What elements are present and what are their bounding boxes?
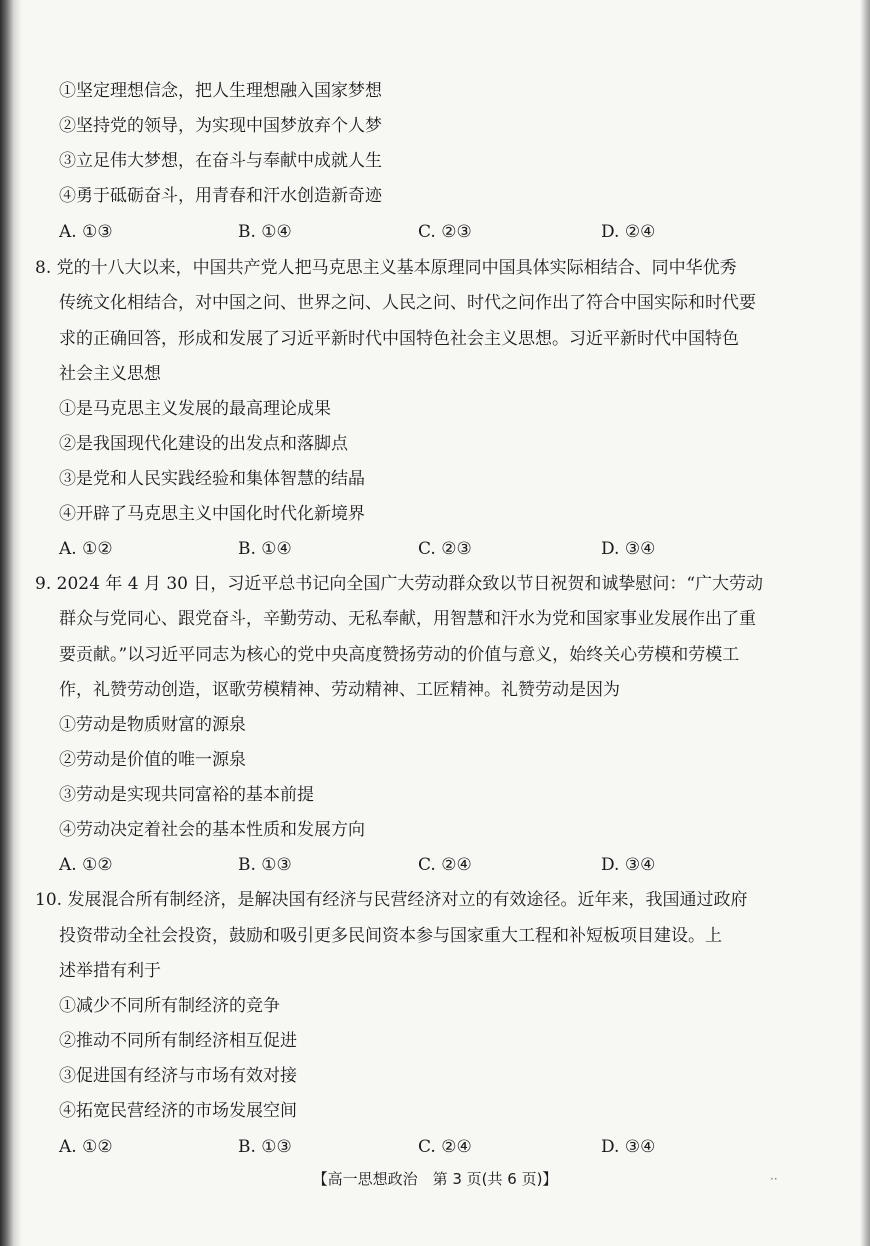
q8-option-1: ①是马克思主义发展的最高理论成果 [59,399,331,419]
q9-answer-b: B. ①③ [238,855,292,875]
q10-answer-c: C. ②④ [418,1137,472,1157]
q8-stem-line-2: 传统文化相结合，对中国之问、世界之问、人民之问、时代之问作出了符合中国实际和时代要 [59,293,756,313]
q8-option-3: ③是党和人民实践经验和集体智慧的结晶 [59,469,365,489]
q8-stem-line-1: 8. 党的十八大以来，中国共产党人把马克思主义基本原理同中国具体实际相结合、同中华优秀 [35,258,737,278]
q7-answer-d: D. ②④ [601,222,656,242]
q8-answer-b: B. ①④ [238,539,292,559]
q10-option-2: ②推动不同所有制经济相互促进 [59,1031,297,1051]
q7-option-4: ④勇于砥砺奋斗，用青春和汗水创造新奇迹 [59,186,382,206]
q10-stem-line-1: 10. 发展混合所有制经济，是解决国有经济与民营经济对立的有效途径。近年来，我国通过政府 [35,890,748,910]
page-footer: 【高一思想政治 第 3 页(共 6 页)】 [312,1170,558,1188]
q9-stem-line-2: 群众与党同心、跟党奋斗，辛勤劳动、无私奉献，用智慧和汗水为党和国家事业发展作出了重 [59,609,756,629]
q8-option-2: ②是我国现代化建设的出发点和落脚点 [59,434,348,454]
q8-answer-d: D. ③④ [601,539,656,559]
scan-right-edge [860,0,870,1246]
q9-stem-line-3: 要贡献。”以习近平同志为核心的党中央高度赞扬劳动的价值与意义，始终关心劳模和劳模工 [59,645,740,665]
q7-option-1: ①坚定理想信念，把人生理想融入国家梦想 [59,81,382,101]
q9-answer-a: A. ①② [59,855,113,875]
q9-option-4: ④劳动决定着社会的基本性质和发展方向 [59,820,365,840]
q9-option-3: ③劳动是实现共同富裕的基本前提 [59,785,314,805]
q10-option-4: ④拓宽民营经济的市场发展空间 [59,1101,297,1121]
q10-option-1: ①减少不同所有制经济的竞争 [59,996,280,1016]
q7-answer-a: A. ①③ [59,222,113,242]
q8-answer-c: C. ②③ [418,539,472,559]
q9-stem-line-4: 作，礼赞劳动创造，讴歌劳模精神、劳动精神、工匠精神。礼赞劳动是因为 [59,680,620,700]
q7-answer-b: B. ①④ [238,222,292,242]
q10-answer-b: B. ①③ [238,1137,292,1157]
q10-option-3: ③促进国有经济与市场有效对接 [59,1066,297,1086]
q8-stem-line-4: 社会主义思想 [59,364,161,384]
q9-answer-c: C. ②④ [418,855,472,875]
q9-answer-d: D. ③④ [601,855,656,875]
q9-option-2: ②劳动是价值的唯一源泉 [59,750,246,770]
q9-stem-line-1: 9. 2024 年 4 月 30 日，习近平总书记向全国广大劳动群众致以节日祝贺和诚挚慰问：“广大劳动 [35,574,764,594]
q7-option-3: ③立足伟大梦想，在奋斗与奉献中成就人生 [59,151,382,171]
q8-answer-a: A. ①② [59,539,113,559]
q8-stem-line-3: 求的正确回答，形成和发展了习近平新时代中国特色社会主义思想。习近平新时代中国特色 [59,329,739,349]
scan-mark: ·· [770,1172,778,1186]
q7-option-2: ②坚持党的领导，为实现中国梦放弃个人梦 [59,116,382,136]
q10-answer-a: A. ①② [59,1137,113,1157]
scan-left-edge [0,0,22,1246]
q10-answer-d: D. ③④ [601,1137,656,1157]
q10-stem-line-3: 述举措有利于 [59,961,161,981]
q8-option-4: ④开辟了马克思主义中国化时代化新境界 [59,504,365,524]
q9-option-1: ①劳动是物质财富的源泉 [59,715,246,735]
q10-stem-line-2: 投资带动全社会投资，鼓励和吸引更多民间资本参与国家重大工程和补短板项目建设。上 [59,926,722,946]
q7-answer-c: C. ②③ [418,222,472,242]
